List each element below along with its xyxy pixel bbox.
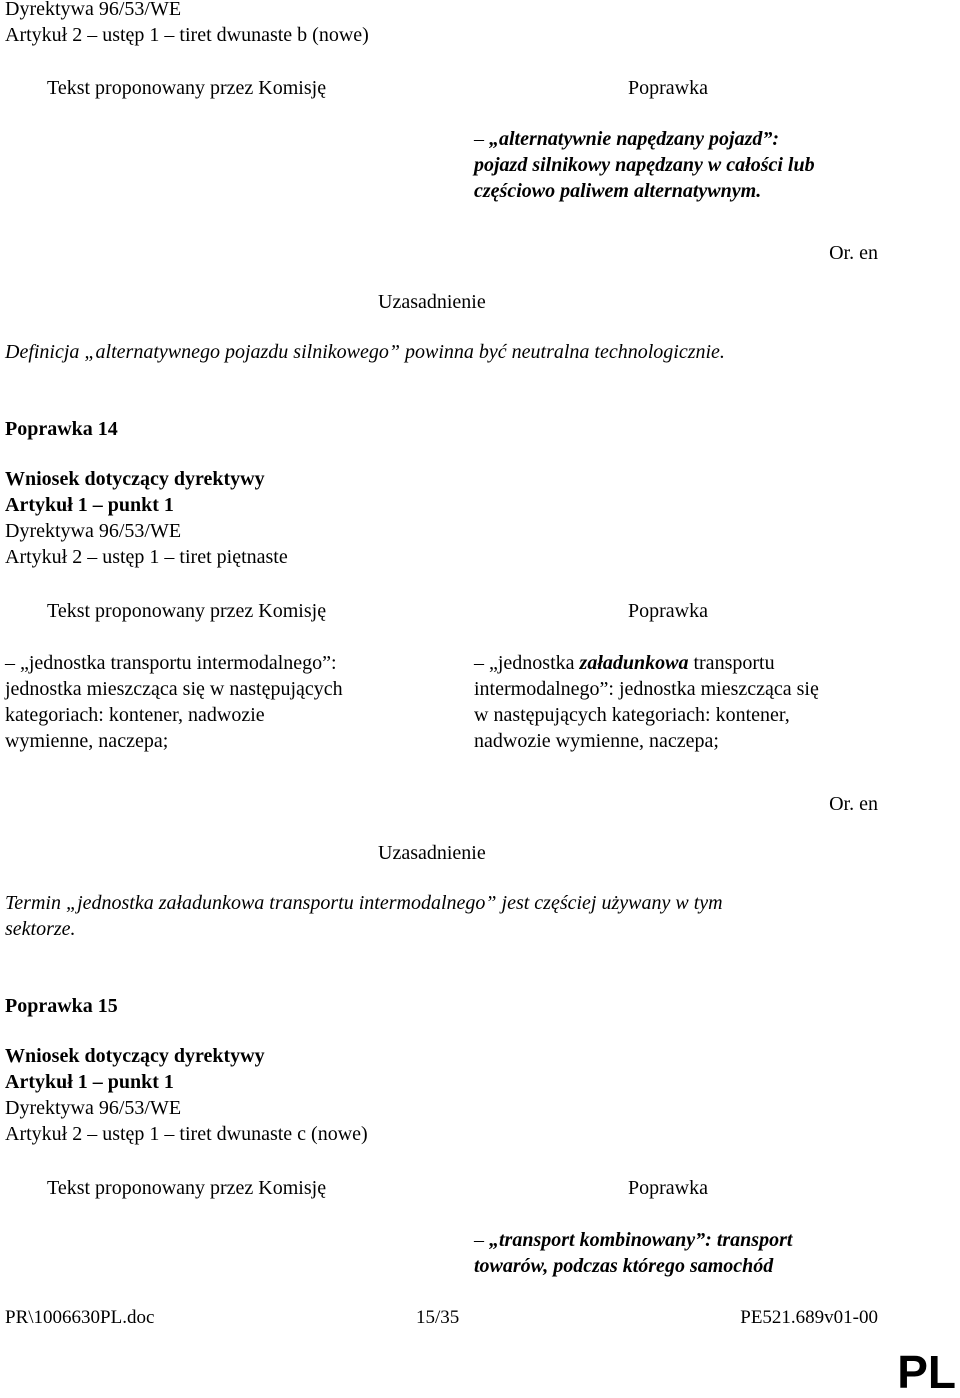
- directive-ref: Dyrektywa 96/53/WE: [5, 1097, 182, 1119]
- directive-ref: Dyrektywa 96/53/WE: [5, 520, 182, 542]
- language-code: PL: [897, 1346, 956, 1398]
- article-ref: Artykuł 2 – ustęp 1 – tiret dwunaste b (nowe): [5, 24, 369, 46]
- colon: :: [772, 128, 780, 150]
- amendment-text: [474, 1227, 894, 1279]
- col-header-commission: Tekst proponowany przez Komisję: [47, 600, 327, 622]
- proposal-title: Wniosek dotyczący dyrektywy: [5, 468, 265, 490]
- amendment-line: pojazd silnikowy napędzany w całości lub: [474, 154, 815, 176]
- commission-line: kategoriach: kontener, nadwozie: [5, 704, 265, 726]
- justification-title: Uzasadnienie: [378, 842, 486, 864]
- justification-text: Definicja „alternatywnego pojazdu silnikowego” powinna być neutralna technologicznie.: [5, 341, 725, 363]
- justification-line: sektorze.: [5, 918, 76, 940]
- original-language: Or. en: [829, 793, 878, 815]
- pe-reference: PE521.689v01-00: [740, 1307, 878, 1328]
- dash: –: [474, 128, 489, 150]
- article-ref: Artykuł 2 – ustęp 1 – tiret dwunaste c (nowe): [5, 1123, 368, 1145]
- dash: –: [474, 1229, 489, 1251]
- col-header-commission: Tekst proponowany przez Komisję: [47, 1177, 327, 1199]
- page-number: 15/35: [416, 1307, 460, 1328]
- original-language: Or. en: [829, 242, 878, 264]
- amendment-line: częściowo paliwem alternatywnym.: [474, 180, 762, 202]
- amendment-text: [474, 650, 894, 754]
- directive-ref: Dyrektywa 96/53/WE: [5, 0, 182, 20]
- col-header-amendment: Poprawka: [628, 1177, 708, 1199]
- amendment-text: [474, 126, 894, 204]
- amendment-line: „transport kombinowany”: transport: [489, 1229, 793, 1251]
- changed-word: załadunkowa: [579, 652, 689, 674]
- amendment-line-end: transportu: [688, 652, 775, 674]
- justification-text: [5, 890, 905, 942]
- commission-line: wymienne, naczepa;: [5, 730, 169, 752]
- article-point: Artykuł 1 – punkt 1: [5, 494, 174, 516]
- justification-title: Uzasadnienie: [378, 291, 486, 313]
- justification-line: Termin „jednostka załadunkowa transportu intermodalnego” jest częściej używany w tym: [5, 892, 723, 914]
- amendment-line: intermodalnego”: jednostka mieszcząca się: [474, 678, 819, 700]
- col-header-amendment: Poprawka: [628, 77, 708, 99]
- article-ref: Artykuł 2 – ustęp 1 – tiret piętnaste: [5, 546, 288, 568]
- amendment-line: nadwozie wymienne, naczepa;: [474, 730, 719, 752]
- defined-term: „alternatywnie napędzany pojazd”: [489, 128, 773, 150]
- doc-reference: PR\1006630PL.doc: [5, 1307, 155, 1328]
- amendment-title: Poprawka 15: [5, 995, 118, 1017]
- amendment-line-start: – „jednostka: [474, 652, 580, 674]
- commission-line: – „jednostka transportu intermodalnego”:: [5, 652, 337, 674]
- proposal-title: Wniosek dotyczący dyrektywy: [5, 1045, 265, 1067]
- amendment-line: towarów, podczas którego samochód: [474, 1255, 774, 1277]
- amendment-line: w następujących kategoriach: kontener,: [474, 704, 790, 726]
- col-header-commission: Tekst proponowany przez Komisję: [47, 77, 327, 99]
- col-header-amendment: Poprawka: [628, 600, 708, 622]
- commission-line: jednostka mieszcząca się w następujących: [5, 678, 343, 700]
- amendment-title: Poprawka 14: [5, 418, 118, 440]
- article-point: Artykuł 1 – punkt 1: [5, 1071, 174, 1093]
- commission-text: [5, 650, 445, 754]
